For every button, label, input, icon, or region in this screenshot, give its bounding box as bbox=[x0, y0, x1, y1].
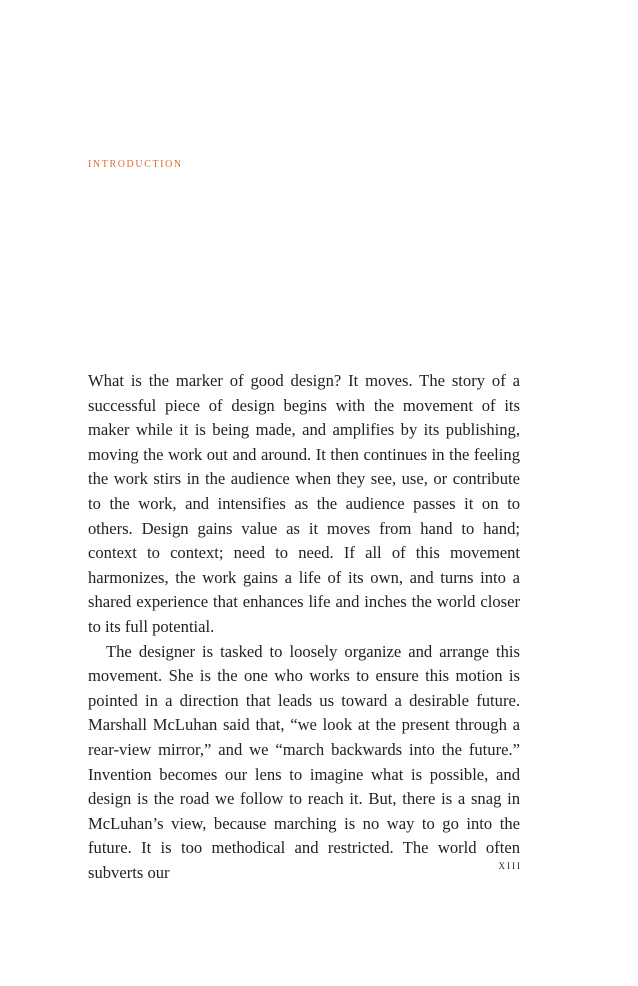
page-number: xiii bbox=[498, 857, 522, 872]
paragraph-1: What is the marker of good design? It moves. The story of a successful piece of design begins with the movement of its maker while it is being made, and amplifies by its publishing, moving the work out and around. It then continues in the feeling the work stirs in the audience when they see, use, or contribute to the work, and intensifies as the audience passes it on to others. Design gains value as it moves from hand to hand; context to context; need to need. If all of this movement harmonizes, the work gains a life of its own, and turns into a shared experience that enhances life and inches the world closer to its full potential. bbox=[88, 371, 520, 636]
chapter-heading: introduction bbox=[88, 156, 183, 171]
paragraph-2: The designer is tasked to loosely organize and arrange this movement. She is the one who works to ensure this motion is pointed in a direction that leads us toward a desirable future. Marshall McLuhan said that, “we look at the present through a rear-view mirror,” and we “march backwards into the future.” Invention becomes our lens to imagine what is possible, and design is the road we follow to reach it. But, there is a snag in McLuhan’s view, because marching is no way to go into the future. It is too methodical and restricted. The world often subverts our bbox=[88, 641, 520, 882]
body-text bbox=[88, 369, 520, 885]
